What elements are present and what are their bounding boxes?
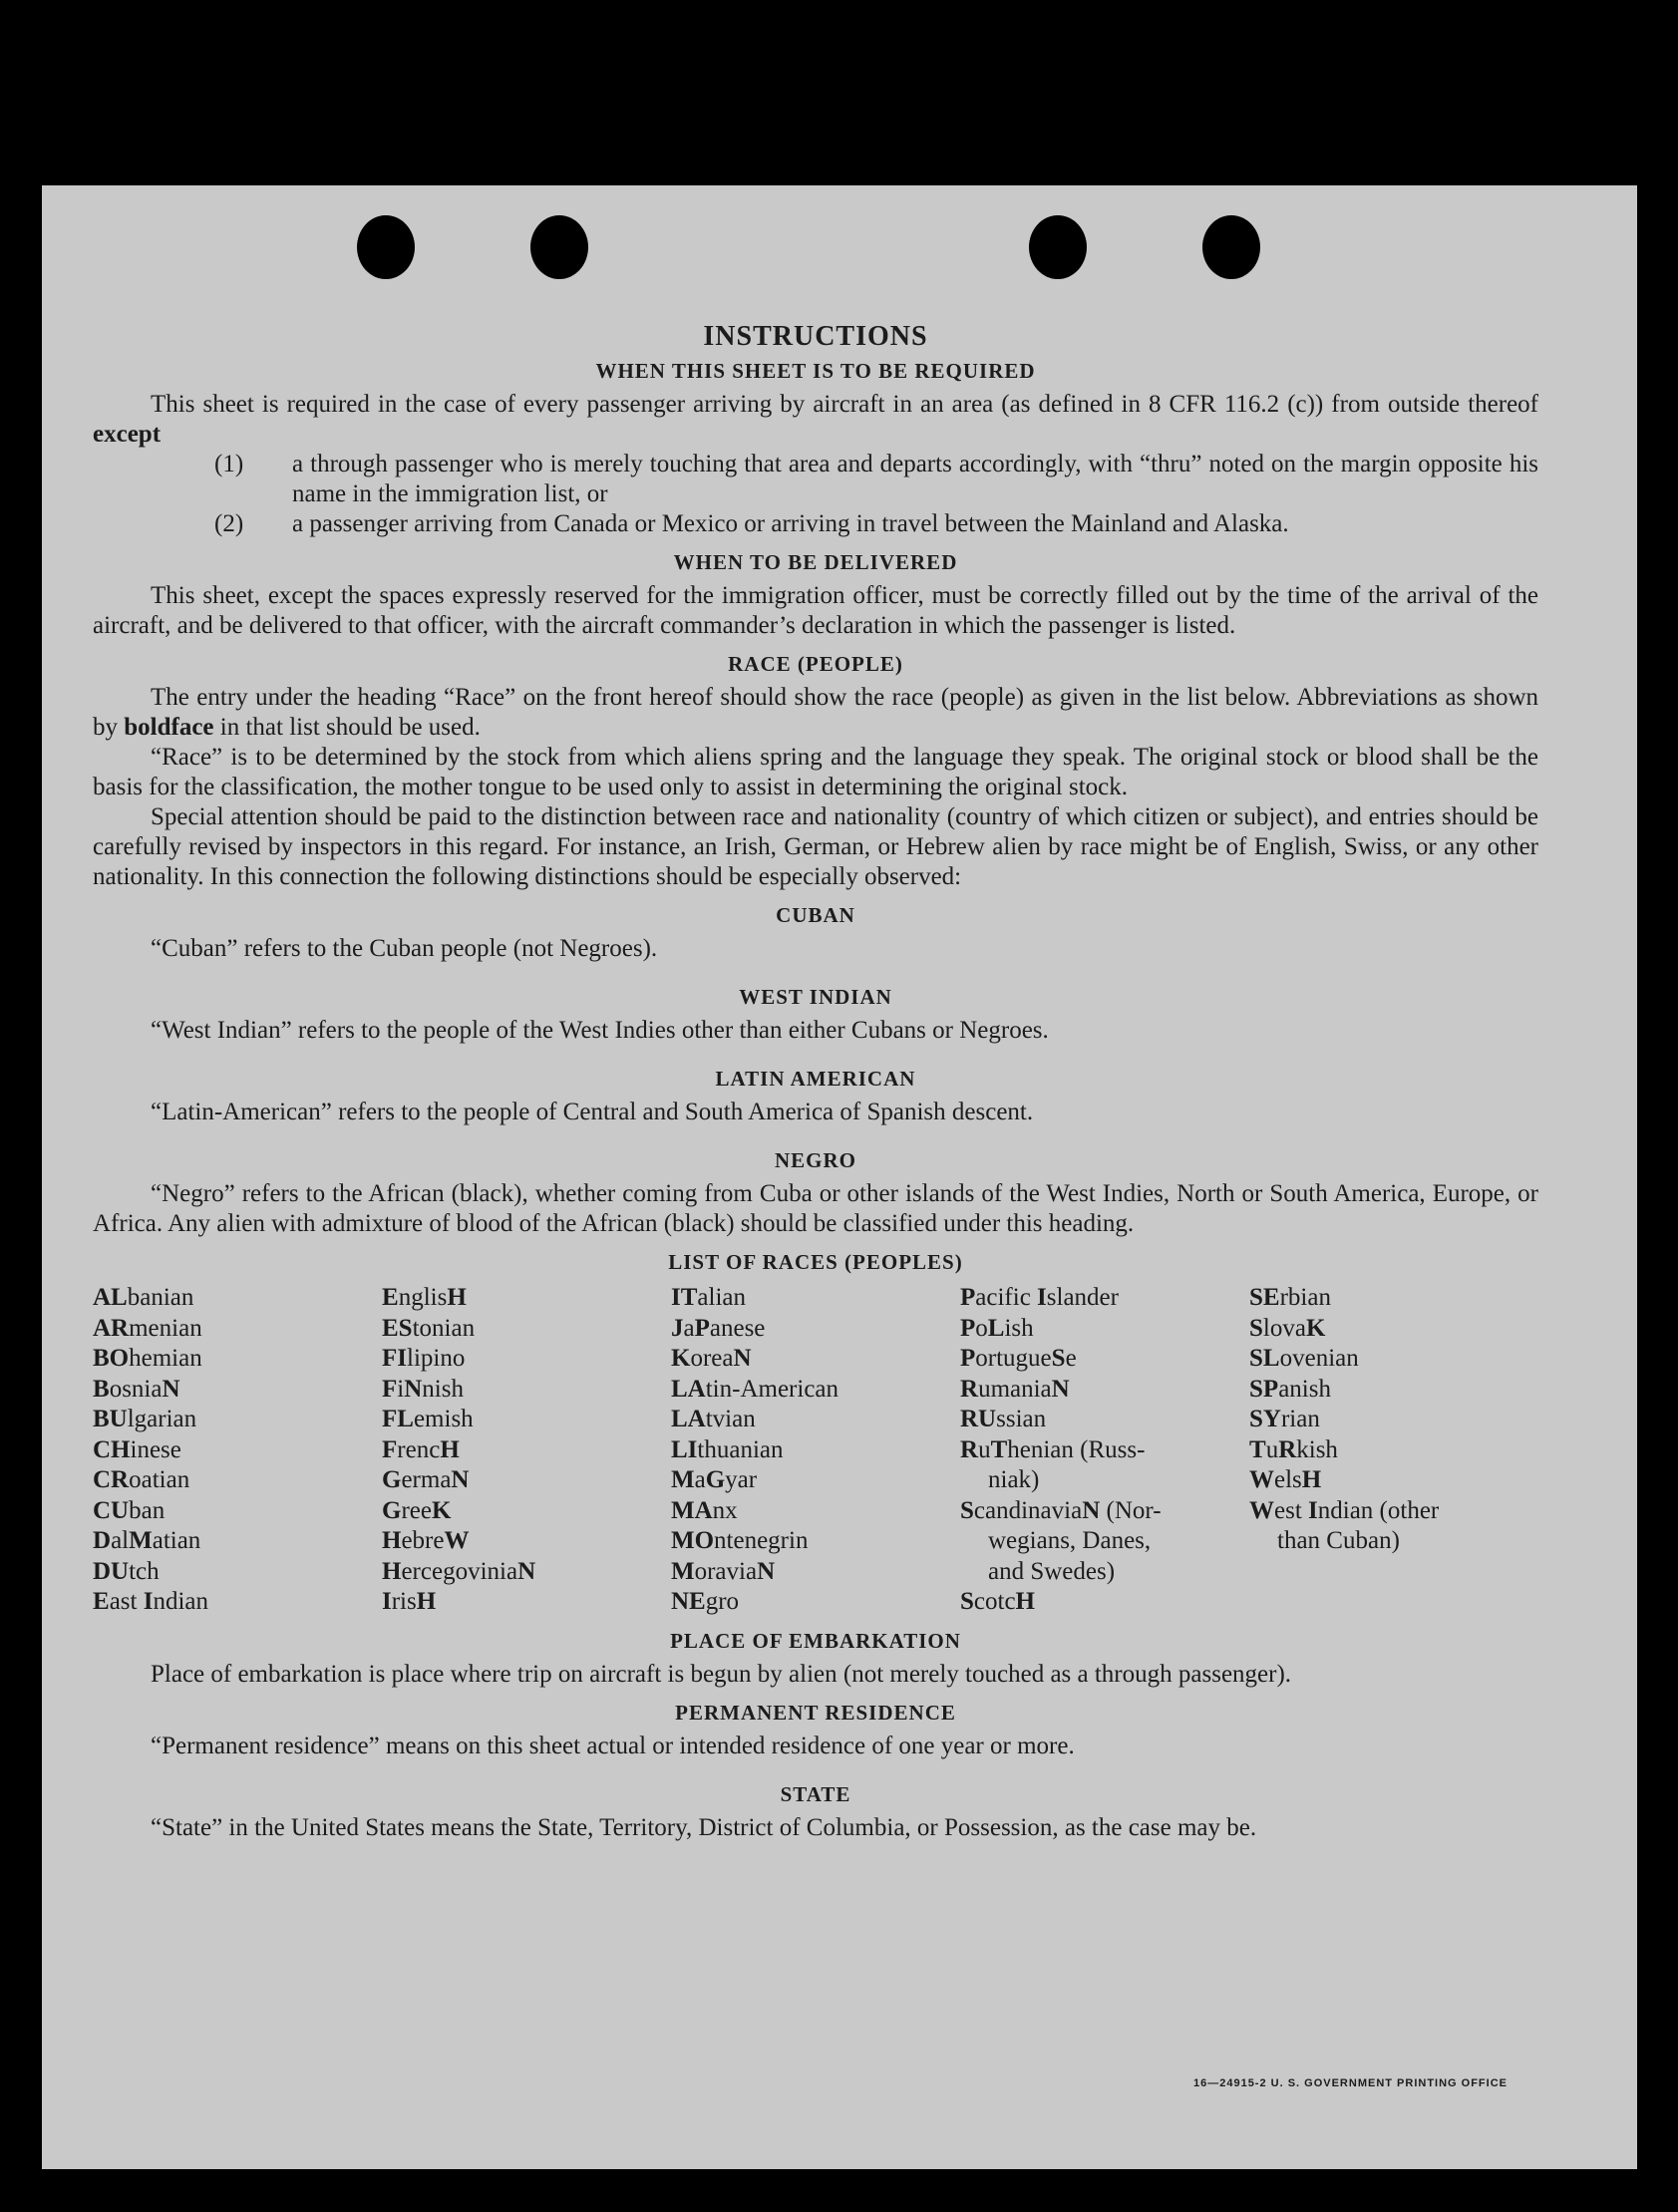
race-entry: ScandinaviaN (Nor- [960, 1496, 1162, 1524]
race-entry: SYrian [1249, 1406, 1320, 1432]
race-entry: EnglisH [382, 1284, 467, 1311]
race-entry: and Swedes) [988, 1557, 1116, 1585]
cuban-text: “Cuban” refers to the Cuban people (not Negroes). [151, 935, 658, 962]
race-entry: RUssian [960, 1406, 1047, 1432]
section-heading-negro: NEGRO [774, 1148, 856, 1172]
race-entry: WelsH [1249, 1466, 1322, 1493]
race-paragraph-2: “Race” is to be determined by the stock from which aliens spring and the language they speak. The original stock or blood shall be the basis for the classification, the mother tongue to be used only to assist in determining the original stock. [93, 744, 1538, 800]
race-entry: MAnx [671, 1496, 738, 1524]
race-p1-text: The entry under the heading “Race” on the front hereof should show the race (people) as given in the list below. Abbreviations as shown by [93, 684, 1538, 741]
exception-number: (1) [214, 451, 244, 477]
punch-hole [1202, 215, 1260, 279]
race-entry: LAtvian [671, 1406, 756, 1432]
race-entry: RuThenian (Russ- [960, 1435, 1146, 1463]
race-entry: FIlipino [382, 1345, 466, 1372]
section-heading-residence: PERMANENT RESIDENCE [675, 1700, 956, 1725]
punch-hole [530, 215, 588, 279]
race-entry: MOntenegrin [671, 1527, 809, 1554]
west-indian-text: “West Indian” refers to the people of the West Indies other than either Cubans or Negroes. [151, 1017, 1049, 1044]
required-intro-except: except [93, 421, 162, 448]
delivered-text: This sheet, except the spaces expressly reserved for the immigration officer, must be correctly filled out by the time of the arrival of the aircraft, and be delivered to that officer, with the aircraft commander’s declaration in which the passenger is listed. [93, 582, 1538, 639]
race-entry: LIthuanian [671, 1435, 784, 1463]
race-entry: FLemish [382, 1406, 474, 1432]
race-entry: RumaniaN [960, 1375, 1070, 1403]
race-entry: ScotcH [960, 1588, 1035, 1615]
race-entry: niak) [988, 1466, 1040, 1493]
race-entry: DalMatian [93, 1527, 201, 1554]
races-column [960, 1283, 1249, 1618]
race-entry: ITalian [671, 1284, 746, 1311]
races-column [93, 1283, 382, 1618]
race-entry: CHinese [93, 1435, 181, 1463]
race-entry: West Indian (other [1249, 1496, 1440, 1524]
race-entry: JaPanese [671, 1314, 766, 1342]
race-entry: SLovenian [1249, 1345, 1359, 1372]
race-entry: BUlgarian [93, 1406, 197, 1432]
race-entry: than Cuban) [1277, 1527, 1400, 1554]
race-entry: NEgro [671, 1588, 740, 1615]
race-entry: FiNnish [382, 1375, 464, 1403]
race-entry: HercegoviniaN [382, 1557, 536, 1585]
race-entry: GermaN [382, 1466, 470, 1493]
race-entry: SlovaK [1249, 1314, 1326, 1342]
race-p1-bold: boldface [124, 714, 214, 741]
section-heading-embarkation: PLACE OF EMBARKATION [670, 1628, 961, 1653]
race-entry: MoraviaN [671, 1557, 776, 1585]
race-entry: ALbanian [93, 1284, 194, 1311]
race-entry: BOhemian [93, 1345, 202, 1372]
race-entry: DUtch [93, 1557, 160, 1585]
state-text: “State” in the United States means the State, Territory, District of Columbia, or Possession, as the case may be. [151, 1813, 1257, 1841]
exception-item-2 [93, 509, 1538, 539]
negro-text: “Negro” refers to the African (black), whether coming from Cuba or other islands of the West Indies, North or South America, Europe, or Africa. Any alien with admixture of blood of the African (black) should be classified under this heading. [93, 1180, 1538, 1237]
races-column [671, 1283, 960, 1618]
section-heading-state: STATE [780, 1781, 851, 1806]
section-heading-delivered: WHEN TO BE DELIVERED [673, 550, 958, 574]
race-entry: wegians, Danes, [988, 1527, 1152, 1554]
exception-item-1 [93, 450, 1538, 509]
race-entry: GreeK [382, 1496, 452, 1524]
race-entry: FrencH [382, 1435, 460, 1463]
race-entry: East Indian [93, 1588, 208, 1615]
form-sheet [42, 185, 1637, 2169]
race-entry: BosniaN [93, 1375, 180, 1403]
races-column [382, 1283, 671, 1618]
required-intro-text: This sheet is required in the case of every passenger arriving by aircraft in an area (as defined in 8 CFR 116.2 (c)) from outside thereof [151, 391, 1538, 418]
punch-hole [357, 215, 415, 279]
race-entry: HebreW [382, 1527, 470, 1554]
exception-number: (2) [214, 510, 244, 537]
exception-text: a passenger arriving from Canada or Mexico or arriving in travel between the Mainland and Alaska. [292, 510, 1289, 537]
printing-office-code: 16—24915-2 U. S. GOVERNMENT PRINTING OFFICE [1192, 2077, 1508, 2089]
section-heading-races-list: LIST OF RACES (PEOPLES) [668, 1250, 963, 1274]
section-heading-west-indian: WEST INDIAN [739, 985, 892, 1009]
required-intro [93, 390, 1538, 450]
punch-hole [1029, 215, 1087, 279]
race-entry: MaGyar [671, 1466, 758, 1493]
race-paragraph-1 [93, 683, 1538, 743]
exception-text: a through passenger who is merely touching that area and departs accordingly, with “thru” noted on the margin opposite his name in the immigration list, or [292, 451, 1538, 507]
race-entry: KoreaN [671, 1345, 752, 1372]
races-column [1249, 1283, 1538, 1618]
race-entry: SErbian [1249, 1284, 1331, 1311]
race-entry: ARmenian [93, 1314, 202, 1342]
race-entry: EStonian [382, 1314, 476, 1342]
residence-text: “Permanent residence” means on this sheet actual or intended residence of one year or more. [151, 1732, 1075, 1759]
section-heading-cuban: CUBAN [776, 903, 855, 927]
race-entry: CUban [93, 1496, 166, 1524]
race-paragraph-3: Special attention should be paid to the distinction between race and nationality (country of which citizen or subject), and entries should be carefully revised by inspectors in this regard. For instance, an Irish, German, or Hebrew alien by race might be of English, Swiss, or any other nationality. In this connection the following distinctions should be especially observed: [93, 803, 1538, 890]
race-entry: Pacific Islander [960, 1284, 1119, 1311]
race-entry: PortugueSe [960, 1345, 1077, 1372]
race-p1-text-end: in that list should be used. [213, 714, 481, 741]
race-entry: TuRkish [1249, 1435, 1338, 1463]
race-entry: LAtin-American [671, 1375, 839, 1403]
race-entry: IrisH [382, 1588, 437, 1615]
section-heading-latin-american: LATIN AMERICAN [715, 1067, 916, 1091]
race-entry: SPanish [1249, 1375, 1331, 1403]
races-list [93, 1283, 1538, 1618]
page-title: INSTRUCTIONS [703, 321, 928, 352]
embarkation-text: Place of embarkation is place where trip on aircraft is begun by alien (not merely touched as a through passenger). [151, 1660, 1292, 1688]
race-entry: CRoatian [93, 1466, 190, 1493]
section-heading-required: WHEN THIS SHEET IS TO BE REQUIRED [595, 359, 1036, 383]
instructions-body [93, 320, 1538, 1843]
latin-american-text: “Latin-American” refers to the people of Central and South America of Spanish descent. [151, 1099, 1034, 1125]
race-entry: PoLish [960, 1314, 1034, 1342]
section-heading-race: RACE (PEOPLE) [728, 652, 903, 676]
